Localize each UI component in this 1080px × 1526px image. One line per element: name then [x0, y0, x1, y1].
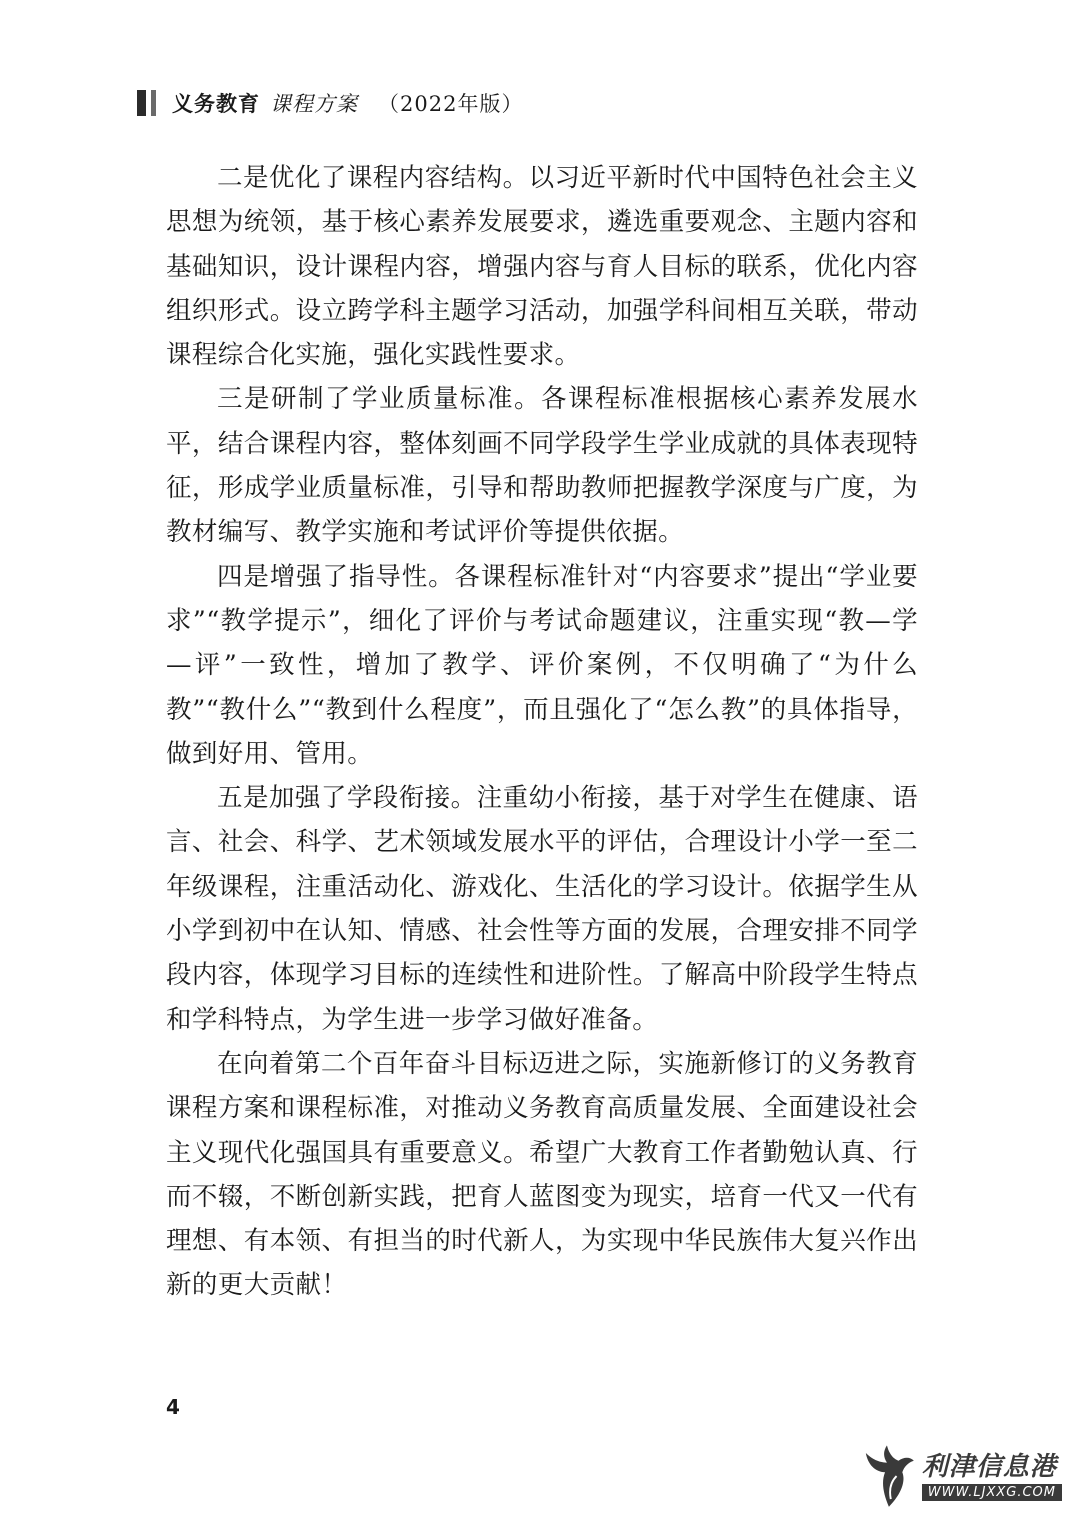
header-edition: （2022年版） [378, 92, 524, 116]
body-text [166, 156, 918, 1308]
header-bar-thick [137, 90, 146, 116]
watermark-url: WWW.LJXXG.COM [922, 1484, 1062, 1501]
header-series: 义务教育 [172, 92, 260, 116]
header-bar-icon [137, 90, 156, 116]
watermark-name: 利津信息港 [921, 1451, 1057, 1482]
paragraph-5: 五是加强了学段衔接。注重幼小衔接，基于对学生在健康、语言、社会、科学、艺术领域发展水平的评估，合理设计小学一至二年级课程，注重活动化、游戏化、生活化的学习设计。依据学生从小学到初中在认知、情感、社会性等方面的发展，合理安排不同学段内容，体现学习目标的连续性和进阶性。了解高中阶段学生特点和学科特点，为学生进一步学习做好准备。 [166, 783, 918, 1035]
bird-logo-icon [862, 1442, 916, 1512]
header-title: 课程方案 [270, 92, 358, 116]
paragraph-conclusion: 在向着第二个百年奋斗目标迈进之际，实施新修订的义务教育课程方案和课程标准，对推动义务教育高质量发展、全面建设社会主义现代化强国具有重要意义。希望广大教育工作者勤勉认真、行而不辍，不断创新实践，把育人蓝图变为现实，培育一代又一代有理想、有本领、有担当的时代新人，为实现中华民族伟大复兴作出新的更大贡献！ [166, 1048, 918, 1301]
running-header [137, 86, 523, 120]
watermark [862, 1438, 1062, 1516]
paragraph-4: 四是增强了指导性。各课程标准针对“内容要求”提出“学业要求”“教学提示”，细化了评价与考试命题建议，注重实现“教—学—评”一致性，增加了教学、评价案例，不仅明确了“为什么教”“教什么”“教到什么程度”，而且强化了“怎么教”的具体指导，做到好用、管用。 [166, 561, 918, 769]
paragraph-3: 三是研制了学业质量标准。各课程标准根据核心素养发展水平，结合课程内容，整体刻画不同学段学生学业成就的具体表现特征，形成学业质量标准，引导和帮助教师把握教学深度与广度，为教材编写、教学实施和考试评价等提供依据。 [166, 384, 918, 548]
header-bar-thin [151, 90, 156, 116]
watermark-text [921, 1451, 1062, 1501]
paragraph-2: 二是优化了课程内容结构。以习近平新时代中国特色社会主义思想为统领，基于核心素养发展要求，遴选重要观念、主题内容和基础知识，设计课程内容，增强内容与育人目标的联系，优化内容组织形式。设立跨学科主题学习活动，加强学科间相互关联，带动课程综合化实施，强化实践性要求。 [166, 163, 918, 371]
page-number: 4 [166, 1395, 180, 1419]
